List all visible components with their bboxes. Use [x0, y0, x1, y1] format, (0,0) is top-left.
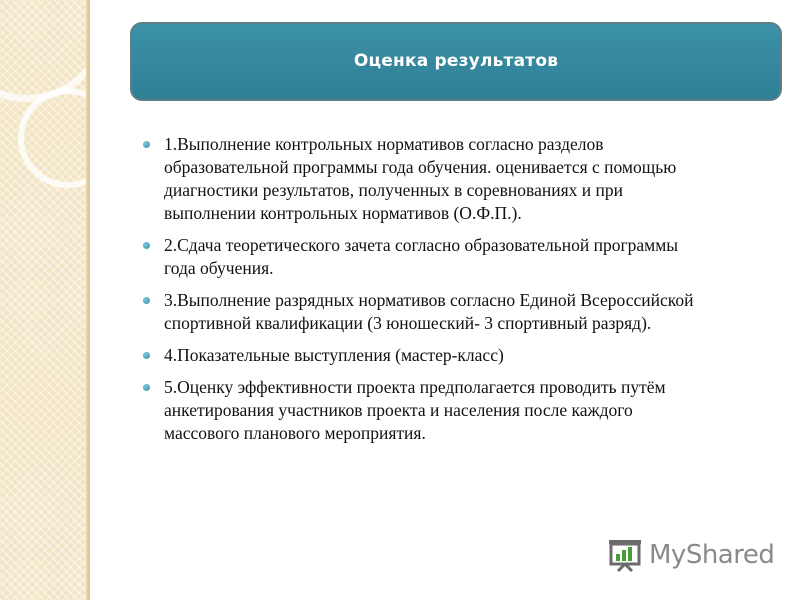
decorative-ring	[0, 0, 90, 102]
decorative-left-strip	[0, 0, 90, 600]
strip-edge	[86, 0, 90, 600]
list-item-text: 2.Сдача теоретического зачета согласно образовательной программы года обучения.	[164, 235, 679, 278]
slide-content	[140, 133, 790, 454]
list-item-text: 1.Выполнение контрольных нормативов согласно разделов образовательной программы года обучения. оценивается с помощью диагностики результатов, полученных в соревнованиях и при выполнении контрольных нормативов (О.Ф.П.).	[164, 134, 677, 223]
bullet-icon	[143, 384, 150, 391]
decorative-ring	[18, 88, 90, 188]
bullet-icon	[143, 297, 150, 304]
slide-title: Оценка результатов	[353, 50, 559, 71]
presentation-board-icon	[607, 538, 643, 572]
list-item	[140, 234, 790, 280]
list-item-text: 5.Оценку эффективности проекта предполагается проводить путём анкетирования участников проекта и населения после каждого массового планового мероприятия.	[164, 377, 666, 443]
list-item	[140, 133, 790, 225]
bullet-icon	[143, 352, 150, 359]
list-item-text: 4.Показательные выступления (мастер-класс)	[164, 345, 504, 365]
list-item	[140, 344, 790, 367]
bullet-list	[140, 133, 790, 445]
logo-text: MyShared	[649, 540, 775, 570]
list-item-text: 3.Выполнение разрядных нормативов согласно Единой Всероссийской спортивной квалификации (3 юношеский- 3 спортивный разряд).	[164, 290, 694, 333]
list-item	[140, 376, 790, 445]
myshared-logo	[607, 535, 777, 575]
bullet-icon	[143, 242, 150, 249]
list-item	[140, 289, 790, 335]
bullet-icon	[143, 141, 150, 148]
slide-title-box	[130, 22, 782, 101]
